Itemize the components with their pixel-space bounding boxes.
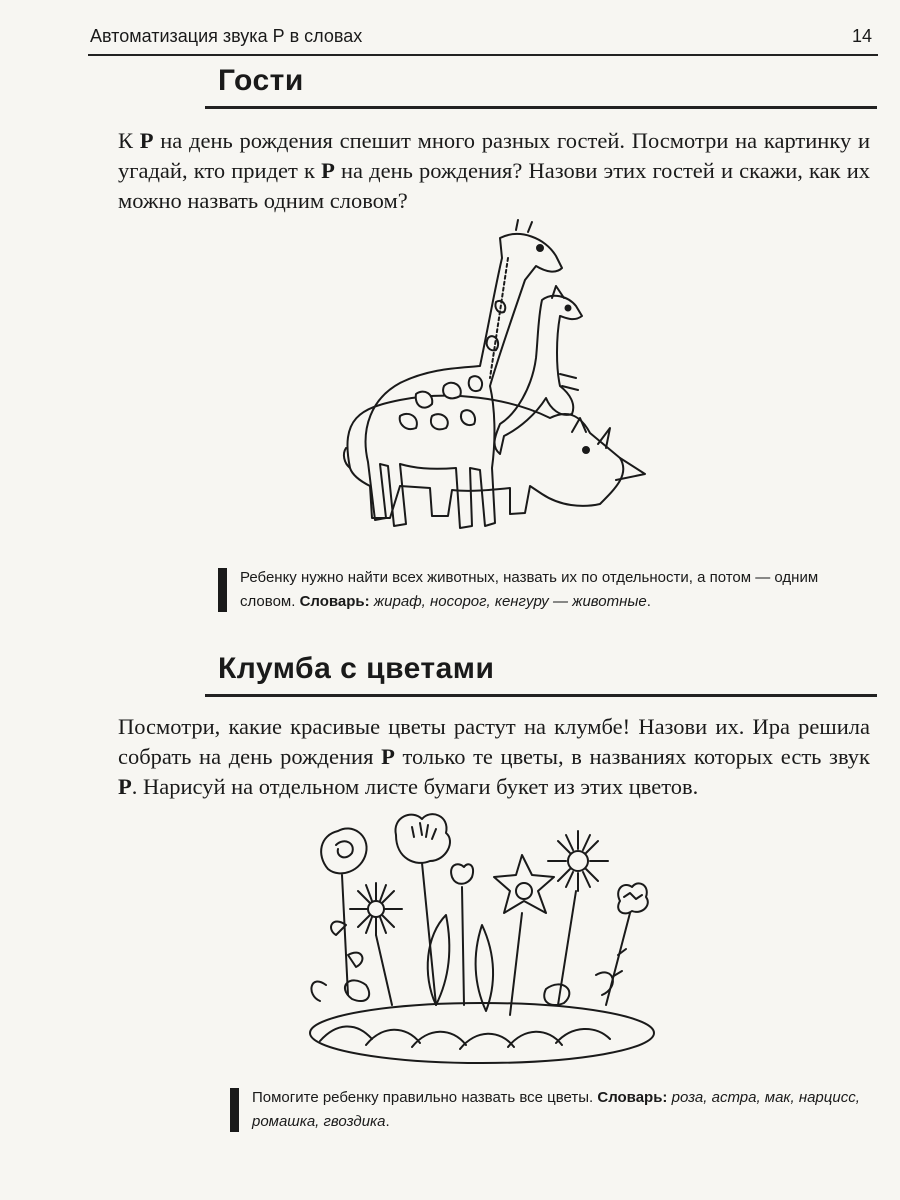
rose-drawing [321,828,366,995]
section-rule [205,106,877,109]
guests-task-paragraph: К Р на день рождения спешит много разных гостей. Посмотри на картинку и угадай, кто придет к Р на день рождения? Назови этих гостей и скажи, как их можно назвать одним словом? [118,128,870,213]
animals-illustration [320,218,650,543]
aster-drawing [350,883,402,1005]
flowerbed-bed-drawing [310,1003,654,1063]
flowerbed-hint-note: Помогите ребенку правильно назвать все цветы. Словарь: роза, астра, мак, нарцисс, ромашка, гвоздика. [230,1086,888,1134]
guests-hint-note: Ребенку нужно найти всех животных, назвать их по отдельности, а потом — одним словом. Словарь: жираф, носорог, кенгуру — животные. [218,566,868,614]
note-marker-bar [230,1088,239,1132]
daisy-drawing [548,831,608,1005]
running-title: Автоматизация звука Р в словах [90,26,363,46]
kangaroo-drawing [495,286,582,454]
flowerbed-illustration [296,805,676,1070]
note-marker-bar [218,568,227,612]
flower-bud-drawing [451,864,473,1005]
section-title-flowerbed: Клумба с цветами [218,652,495,685]
flowerbed-task-paragraph: Посмотри, какие красивые цветы растут на клумбе! Назови их. Ира решила собрать на день рождения Р только те цветы, в названиях которых есть звук Р. Нарисуй на отдельном листе бумаги букет из этих цветов. [118,714,870,799]
running-header [88,20,878,56]
poppy-drawing [395,814,450,1005]
section-rule [205,694,877,697]
page-number: 14 [851,26,872,46]
section-title-guests: Гости [218,64,304,97]
